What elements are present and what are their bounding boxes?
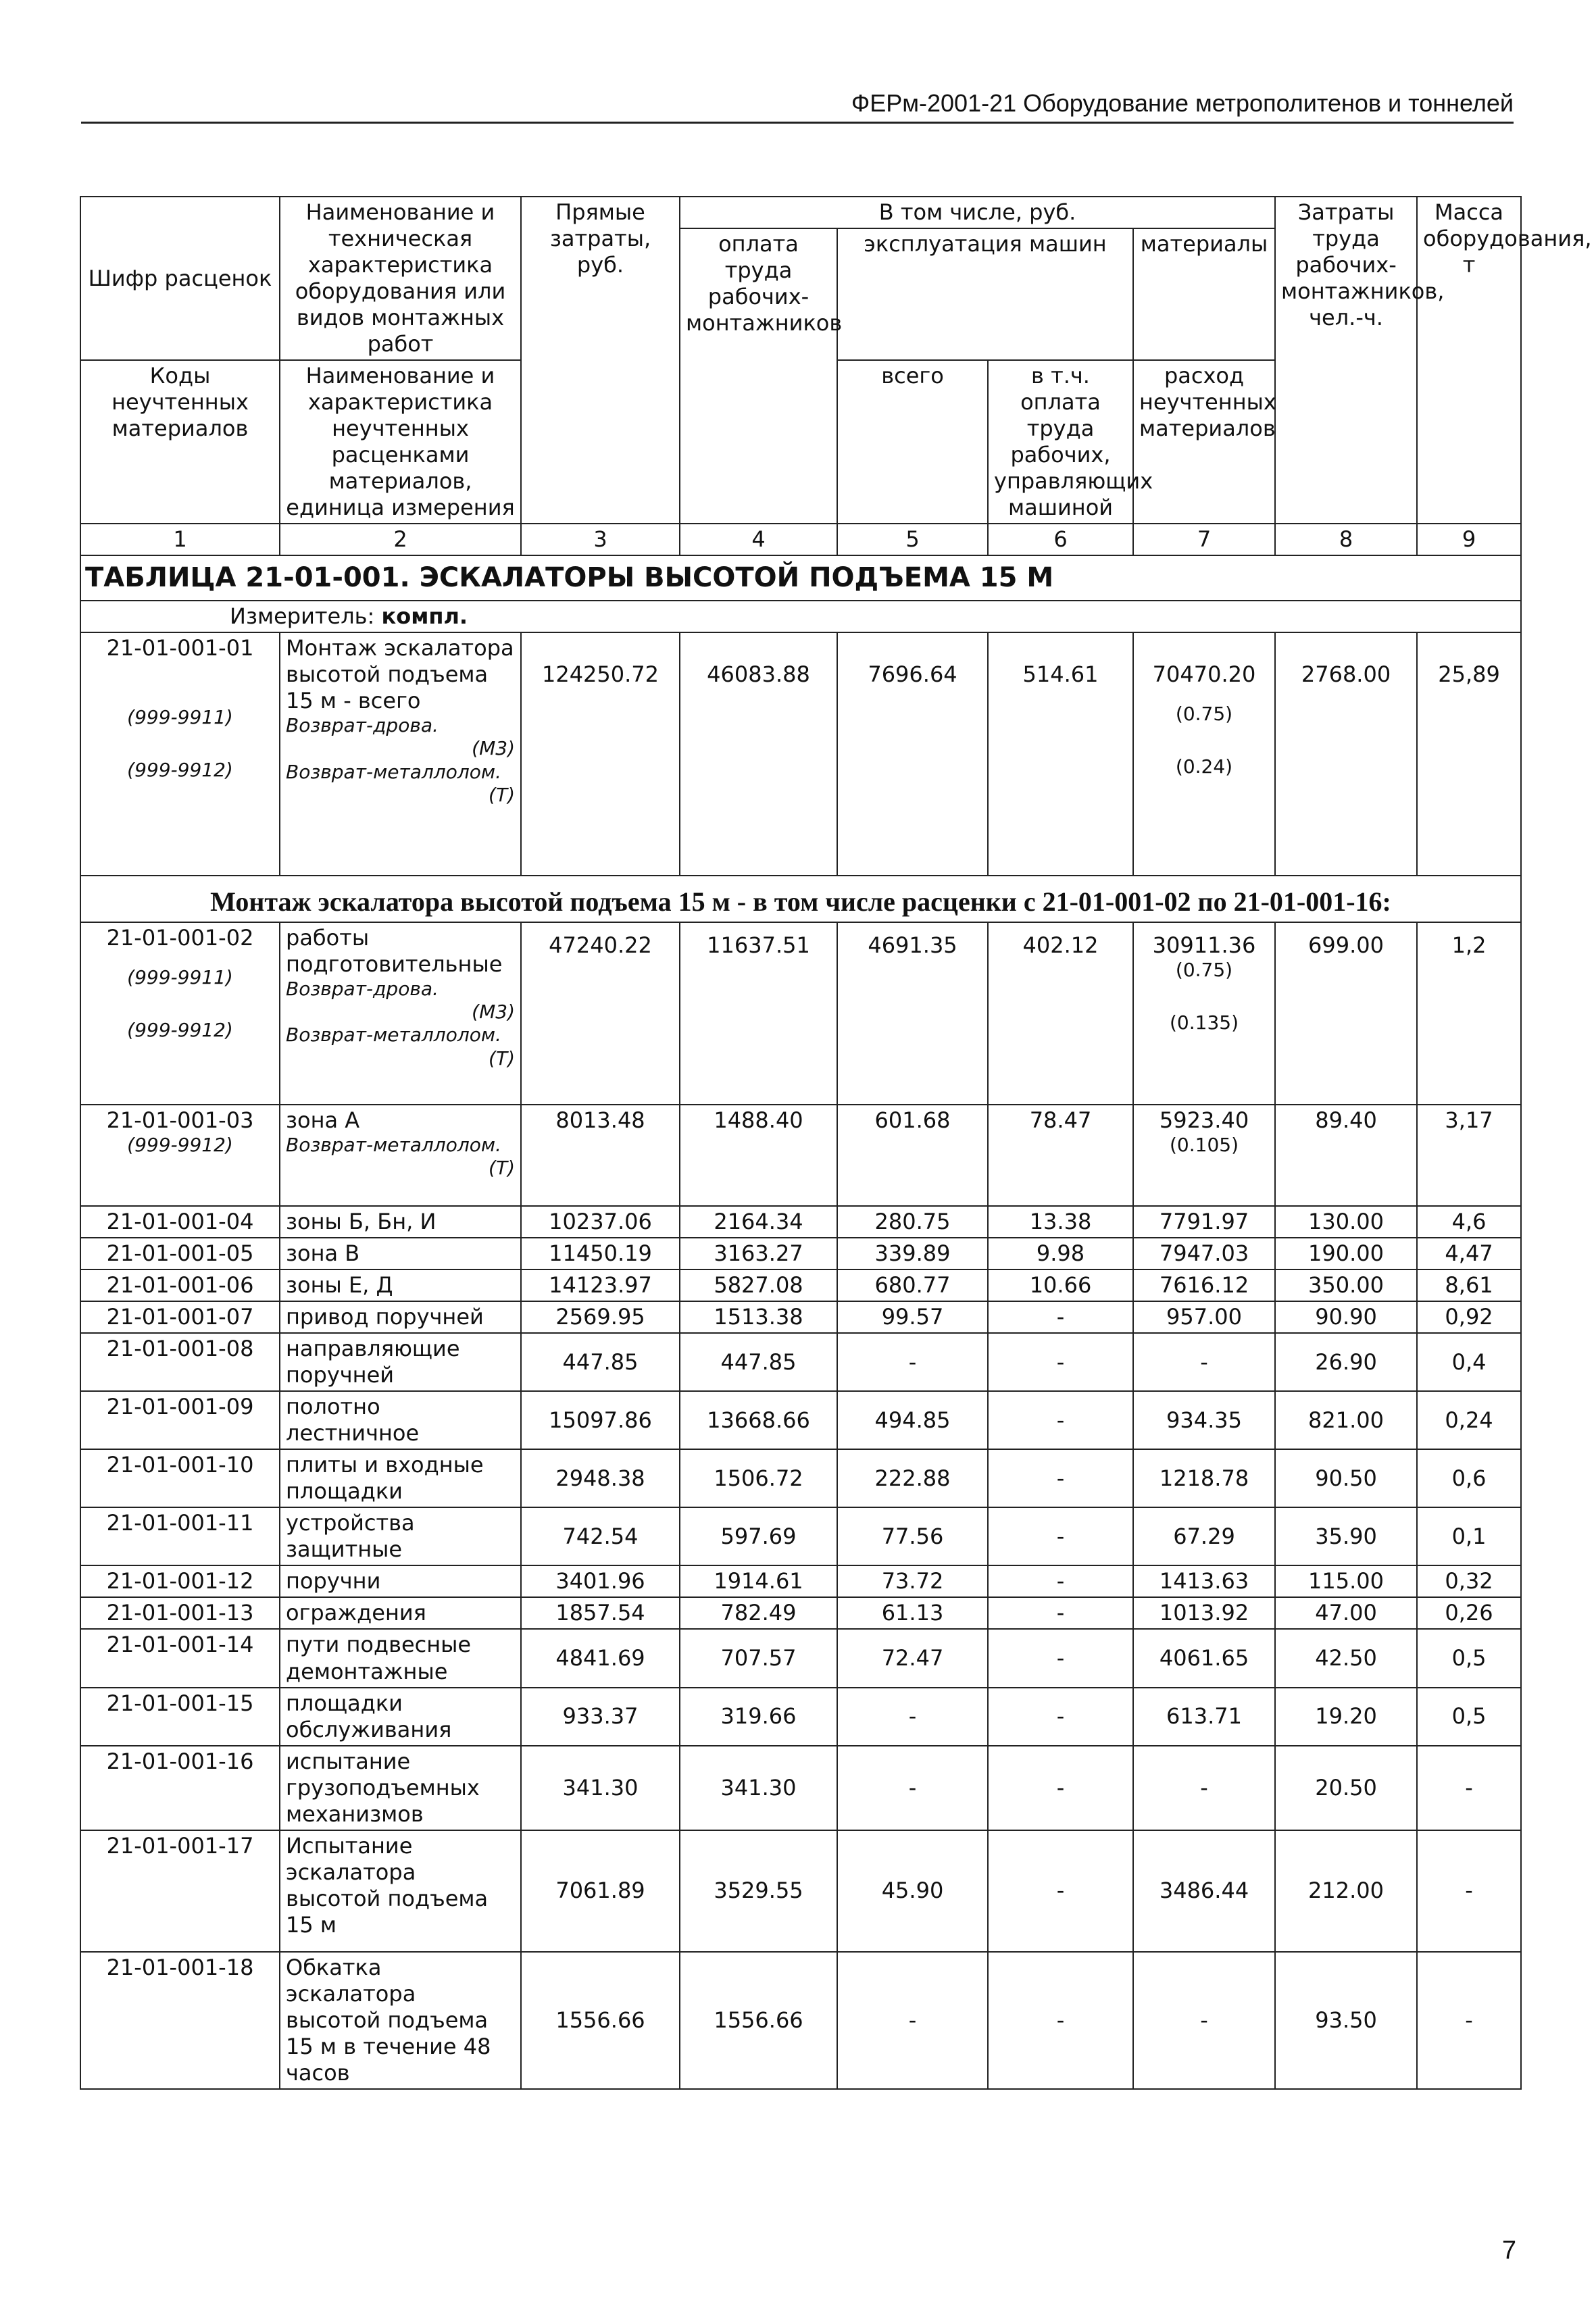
rate-code: 21-01-001-09 [80,1391,280,1449]
materials-cost: 7616.12 [1133,1269,1275,1301]
materials-cost: 934.35 [1133,1391,1275,1449]
measure-row [80,601,1521,632]
table-title: ТАБЛИЦА 21-01-001. ЭСКАЛАТОРЫ ВЫСОТОЙ ПОДЪЕМА 15 М [80,555,1521,601]
material-consumption: (0.135) [1170,1011,1239,1034]
direct-cost: 8013.48 [521,1105,680,1206]
col-code-bottom: Коды неучтенных материалов [80,360,280,524]
machines-wage: - [988,1746,1133,1830]
materials-cost: 1013.92 [1133,1597,1275,1629]
subtitle: Монтаж эскалатора высотой подъема 15 м - в том числе расценки с 21-01-001-02 по 21-01-001-16: [80,876,1521,922]
header-row-1 [80,197,1521,228]
direct-cost: 11450.19 [521,1238,680,1269]
col-machines: эксплуатация машин [837,228,1133,360]
direct-cost: 47240.22 [521,922,680,1105]
mass: 0,24 [1417,1391,1521,1449]
material-code: (999-9912) [127,759,233,782]
direct-cost: 341.30 [521,1746,680,1830]
rate-name: пути подвесные демонтажные [280,1629,521,1687]
labor-cost: 20.50 [1275,1746,1417,1830]
rate-name: плиты и входные площадки [280,1449,521,1507]
labor-cost: 821.00 [1275,1391,1417,1449]
col-number: 8 [1275,524,1417,555]
materials-cost: - [1133,1746,1275,1830]
rate-name: работы подготовительные [286,925,503,978]
material-name: Возврат-металлолом. [286,1024,501,1047]
wage-cost: 319.66 [680,1688,837,1746]
table-row [80,1597,1521,1629]
labor-cost: 26.90 [1275,1333,1417,1391]
rate-name: испытание грузоподъемных механизмов [280,1746,521,1830]
labor-cost: 35.90 [1275,1507,1417,1565]
page-number: 7 [1501,2236,1516,2265]
mass: 0,5 [1417,1629,1521,1687]
machines-total: - [837,1746,988,1830]
material-unit: (Т) [489,783,515,806]
materials-cell [1133,632,1275,876]
labor-cost: 699.00 [1275,922,1417,1105]
col-direct: Прямые затраты, руб. [521,197,680,524]
wage-cost: 1556.66 [680,1952,837,2089]
machines-wage: - [988,1629,1133,1687]
mass: 0,32 [1417,1565,1521,1597]
col-materials: материалы [1133,228,1275,360]
rate-name: полотно лестничное [280,1391,521,1449]
table-row [80,922,1521,1105]
wage-cost: 46083.88 [680,632,837,876]
labor-cost: 93.50 [1275,1952,1417,2089]
labor-cost: 90.90 [1275,1301,1417,1333]
rate-code-cell [80,632,280,876]
machines-total: 601.68 [837,1105,988,1206]
material-consumption: (0.75) [1175,959,1233,982]
direct-cost: 1556.66 [521,1952,680,2089]
wage-cost: 1914.61 [680,1565,837,1597]
materials-cost: 30911.36 [1152,932,1256,959]
table-row [80,1238,1521,1269]
machines-total: 61.13 [837,1597,988,1629]
rate-code: 21-01-001-01 [106,635,254,661]
mass: 3,17 [1417,1105,1521,1206]
labor-cost: 2768.00 [1275,632,1417,876]
rate-code: 21-01-001-12 [80,1565,280,1597]
labor-cost: 47.00 [1275,1597,1417,1629]
material-unit: (Т) [489,1157,515,1180]
table-row [80,1449,1521,1507]
direct-cost: 2948.38 [521,1449,680,1507]
wage-cost: 707.57 [680,1629,837,1687]
col-code-top: Шифр расценок [80,197,280,360]
wage-cost: 447.85 [680,1333,837,1391]
rate-name-cell [280,632,521,876]
materials-cell [1133,1105,1275,1206]
machines-wage: - [988,1565,1133,1597]
material-name: Возврат-дрова. [286,714,439,737]
machines-total: 494.85 [837,1391,988,1449]
materials-cost: 3486.44 [1133,1830,1275,1952]
measure-value: компл. [381,603,468,630]
labor-cost: 90.50 [1275,1449,1417,1507]
rate-code: 21-01-001-18 [80,1952,280,2089]
material-name: Возврат-металлолом. [286,1134,501,1157]
col-number: 3 [521,524,680,555]
labor-cost: 115.00 [1275,1565,1417,1597]
header-title: ФЕРм-2001-21 Оборудование метрополитенов и тоннелей [851,89,1514,117]
col-number: 6 [988,524,1133,555]
rate-code: 21-01-001-06 [80,1269,280,1301]
table-row [80,1206,1521,1238]
machines-total: 4691.35 [837,922,988,1105]
col-mach-total: всего [837,360,988,524]
labor-cost: 42.50 [1275,1629,1417,1687]
direct-cost: 15097.86 [521,1391,680,1449]
materials-cost: 7791.97 [1133,1206,1275,1238]
rate-code-cell [80,1105,280,1206]
direct-cost: 10237.06 [521,1206,680,1238]
table-row [80,1105,1521,1206]
mass: - [1417,1830,1521,1952]
rate-code: 21-01-001-08 [80,1333,280,1391]
mass: 0,4 [1417,1333,1521,1391]
materials-cost: 4061.65 [1133,1629,1275,1687]
direct-cost: 14123.97 [521,1269,680,1301]
col-number: 1 [80,524,280,555]
rate-code: 21-01-001-11 [80,1507,280,1565]
table-row [80,1391,1521,1449]
machines-total: 45.90 [837,1830,988,1952]
subtitle-row [80,876,1521,922]
rate-code: 21-01-001-04 [80,1206,280,1238]
rate-name: площадки обслуживания [280,1688,521,1746]
machines-wage: - [988,1830,1133,1952]
machines-total: 77.56 [837,1507,988,1565]
materials-cost: 7947.03 [1133,1238,1275,1269]
materials-cost: 67.29 [1133,1507,1275,1565]
materials-cost: - [1133,1333,1275,1391]
machines-wage: 402.12 [988,922,1133,1105]
materials-cost: - [1133,1952,1275,2089]
rate-name: поручни [280,1565,521,1597]
material-consumption: (0.24) [1175,755,1233,778]
col-number: 4 [680,524,837,555]
materials-cost: 613.71 [1133,1688,1275,1746]
rate-code: 21-01-001-17 [80,1830,280,1952]
material-unit: (М3) [472,737,515,760]
table-row [80,1629,1521,1687]
mass: 8,61 [1417,1269,1521,1301]
rate-name: Обкатка эскалатора высотой подъема 15 м в течение 48 часов [280,1952,521,2089]
mass: - [1417,1746,1521,1830]
material-unit: (М3) [472,1001,515,1024]
rate-name-cell [280,922,521,1105]
wage-cost: 597.69 [680,1507,837,1565]
labor-cost: 190.00 [1275,1238,1417,1269]
mass: 4,47 [1417,1238,1521,1269]
mass: 4,6 [1417,1206,1521,1238]
rate-code-cell [80,922,280,1105]
table-title-row [80,555,1521,601]
mass: - [1417,1952,1521,2089]
machines-total: 72.47 [837,1629,988,1687]
machines-wage: - [988,1391,1133,1449]
rate-name: Испытание эскалатора высотой подъема 15 м [280,1830,521,1952]
machines-total: - [837,1952,988,2089]
rate-code: 21-01-001-05 [80,1238,280,1269]
mass: 0,26 [1417,1597,1521,1629]
material-name: Возврат-металлолом. [286,760,501,783]
machines-wage: - [988,1597,1133,1629]
table-row [80,1269,1521,1301]
rate-name: направляющие поручней [280,1333,521,1391]
table-row [80,1333,1521,1391]
machines-wage: - [988,1301,1133,1333]
mass: 0,92 [1417,1301,1521,1333]
direct-cost: 1857.54 [521,1597,680,1629]
col-name-top: Наименование и техническая характеристика оборудования или видов монтажных работ [280,197,521,360]
rate-name-cell [280,1105,521,1206]
rate-code: 21-01-001-03 [106,1107,254,1134]
machines-wage: 9.98 [988,1238,1133,1269]
rates-table [80,196,1592,2090]
material-code: (999-9911) [127,966,233,989]
direct-cost: 933.37 [521,1688,680,1746]
wage-cost: 3529.55 [680,1830,837,1952]
col-labor: Затраты труда рабочих-монтажников, чел.-ч. [1275,197,1417,524]
labor-cost: 212.00 [1275,1830,1417,1952]
rate-code: 21-01-001-14 [80,1629,280,1687]
wage-cost: 341.30 [680,1746,837,1830]
rate-code: 21-01-001-10 [80,1449,280,1507]
col-incl: В том числе, руб. [680,197,1275,228]
material-consumption: (0.75) [1175,703,1233,726]
machines-total: 222.88 [837,1449,988,1507]
material-code: (999-9912) [127,1019,233,1042]
col-mach-wage: в т.ч. оплата труда рабочих, управляющих машиной [988,360,1133,524]
table-row [80,1507,1521,1565]
rate-name: зоны Е, Д [280,1269,521,1301]
measure-unit [80,601,1521,632]
materials-cost: 1413.63 [1133,1565,1275,1597]
rate-name: зоны Б, Бн, И [280,1206,521,1238]
direct-cost: 124250.72 [521,632,680,876]
mass: 0,5 [1417,1688,1521,1746]
machines-total: 73.72 [837,1565,988,1597]
labor-cost: 89.40 [1275,1105,1417,1206]
wage-cost: 11637.51 [680,922,837,1105]
table-row [80,1746,1521,1830]
rate-name: зона В [280,1238,521,1269]
material-consumption: (0.105) [1170,1134,1239,1157]
machines-total: 680.77 [837,1269,988,1301]
table-row [80,1565,1521,1597]
machines-total: 339.89 [837,1238,988,1269]
rate-code: 21-01-001-16 [80,1746,280,1830]
materials-cost: 5923.40 [1159,1107,1249,1134]
mass: 0,6 [1417,1449,1521,1507]
machines-wage: 514.61 [988,632,1133,876]
col-wage: оплата труда рабочих-монтажников [680,228,837,524]
wage-cost: 1506.72 [680,1449,837,1507]
mass: 1,2 [1417,922,1521,1105]
rate-name: привод поручней [280,1301,521,1333]
rate-code: 21-01-001-15 [80,1688,280,1746]
table-row [80,632,1521,876]
mass: 25,89 [1417,632,1521,876]
wage-cost: 2164.34 [680,1206,837,1238]
machines-total: - [837,1688,988,1746]
table-row [80,1301,1521,1333]
machines-wage: 13.38 [988,1206,1133,1238]
material-name: Возврат-дрова. [286,978,439,1001]
wage-cost: 782.49 [680,1597,837,1629]
machines-wage: - [988,1952,1133,2089]
rate-name: ограждения [280,1597,521,1629]
machines-wage: - [988,1449,1133,1507]
page-header [81,89,1514,124]
machines-total: - [837,1333,988,1391]
col-number: 7 [1133,524,1275,555]
materials-cost: 957.00 [1133,1301,1275,1333]
direct-cost: 742.54 [521,1507,680,1565]
machines-wage: 10.66 [988,1269,1133,1301]
wage-cost: 3163.27 [680,1238,837,1269]
materials-cell [1133,922,1275,1105]
material-unit: (Т) [489,1047,515,1070]
material-code: (999-9911) [127,706,233,729]
rate-name: устройства защитные [280,1507,521,1565]
table-row [80,1688,1521,1746]
col-mass: Масса оборудования, т [1417,197,1521,524]
wage-cost: 5827.08 [680,1269,837,1301]
rate-code: 21-01-001-07 [80,1301,280,1333]
machines-wage: - [988,1688,1133,1746]
direct-cost: 447.85 [521,1333,680,1391]
rate-name: Монтаж эскалатора высотой подъема 15 м - всего [286,635,514,714]
machines-wage: - [988,1333,1133,1391]
materials-cost: 70470.20 [1152,661,1256,688]
machines-total: 280.75 [837,1206,988,1238]
machines-total: 7696.64 [837,632,988,876]
col-number: 2 [280,524,521,555]
wage-cost: 13668.66 [680,1391,837,1449]
wage-cost: 1513.38 [680,1301,837,1333]
table-row [80,1830,1521,1952]
table-row [80,1952,1521,2089]
direct-cost: 2569.95 [521,1301,680,1333]
direct-cost: 7061.89 [521,1830,680,1952]
rate-code: 21-01-001-13 [80,1597,280,1629]
column-numbers-row [80,524,1521,555]
col-number: 5 [837,524,988,555]
rate-code: 21-01-001-02 [106,925,254,951]
direct-cost: 3401.96 [521,1565,680,1597]
direct-cost: 4841.69 [521,1629,680,1687]
labor-cost: 350.00 [1275,1269,1417,1301]
mass: 0,1 [1417,1507,1521,1565]
labor-cost: 130.00 [1275,1206,1417,1238]
col-mat-consumption: расход неучтенных материалов [1133,360,1275,524]
machines-wage: 78.47 [988,1105,1133,1206]
col-number: 9 [1417,524,1521,555]
material-code: (999-9912) [127,1134,233,1157]
labor-cost: 19.20 [1275,1688,1417,1746]
rate-name: зона А [286,1107,360,1134]
wage-cost: 1488.40 [680,1105,837,1206]
machines-total: 99.57 [837,1301,988,1333]
materials-cost: 1218.78 [1133,1449,1275,1507]
col-name-bottom: Наименование и характеристика неучтенных расценками материалов, единица измерения [280,360,521,524]
measure-label: Измеритель: [230,603,382,630]
machines-wage: - [988,1507,1133,1565]
